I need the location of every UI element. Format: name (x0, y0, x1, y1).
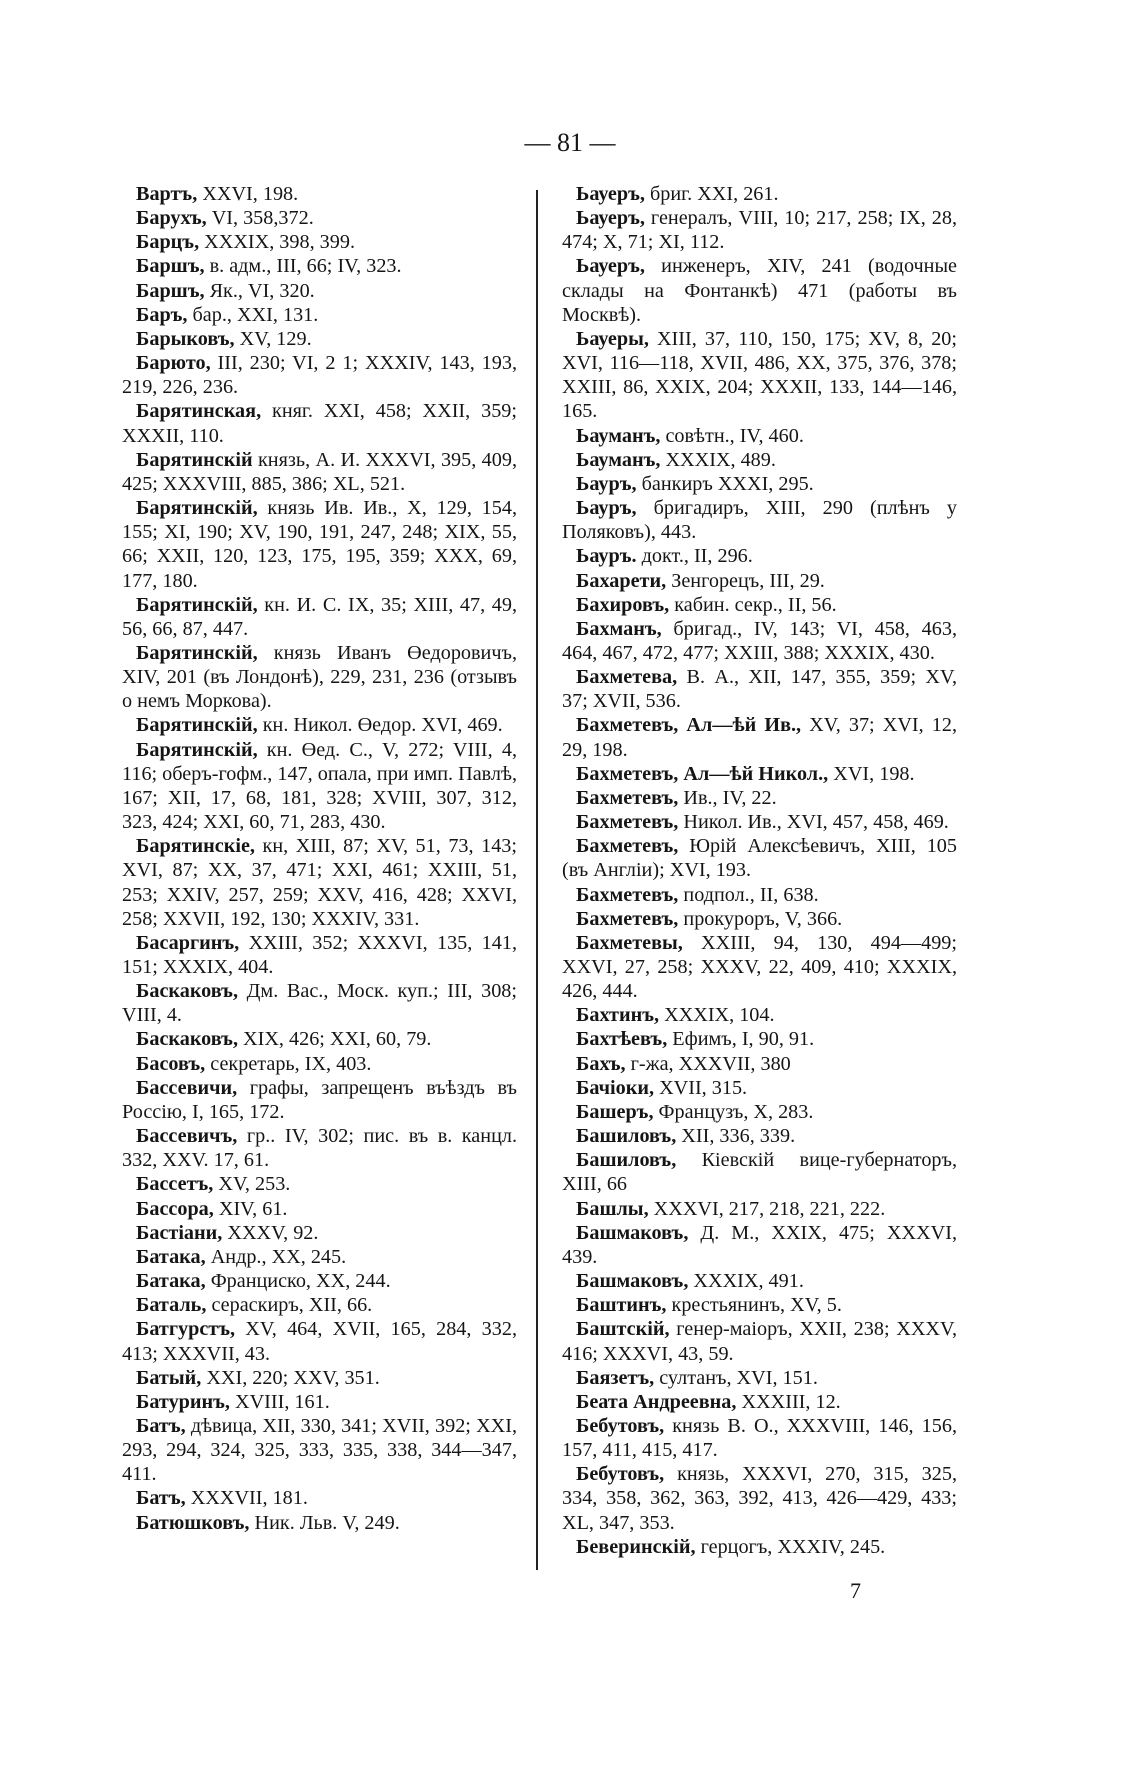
entry-references: XXXVI, 217, 218, 221, 222. (648, 1197, 886, 1220)
entry-headword: Ьауръ, (576, 497, 637, 520)
entry-references: султанъ, XVI, 151. (654, 1366, 818, 1389)
index-entry (562, 448, 957, 472)
entry-headword: Бахметевы, (576, 931, 683, 954)
entry-headword: Барятинскій, (136, 593, 258, 616)
index-entry (122, 351, 517, 399)
entry-references: XIII, 37, 110, 150, 175; XV, 8, 20; XVI, 116—118, XVII, 486, XX, 375, 376, 378; XXIII, 86, XXIX, 204; XXXII, 133, 144—146, 165. (562, 327, 957, 423)
index-entry (122, 593, 517, 641)
entry-headword: Баршъ, (136, 255, 205, 278)
entry-headword: Батъ, (136, 1414, 186, 1437)
entry-references: кабин. секр., II, 56. (669, 593, 837, 616)
entry-headword: Башеръ, (576, 1100, 654, 1123)
index-entry (562, 1390, 957, 1414)
entry-headword: Бахъ, (576, 1052, 626, 1075)
index-entry (562, 1076, 957, 1100)
entry-references: XXIII, 94, 130, 494—499; XXVI, 27, 258; XXXV, 22, 409, 410; XXXIX, 426, 444. (562, 931, 957, 1003)
entry-references: XVIII, 161. (229, 1390, 330, 1413)
index-entry (122, 834, 517, 931)
entry-references: XV, 37; XVI, 12, 29, 198. (562, 714, 957, 761)
entry-headword: Басовъ, (136, 1052, 206, 1075)
index-entry (122, 641, 517, 713)
entry-references: XXXV, 92. (222, 1221, 319, 1244)
entry-headword: Барцъ, (136, 231, 200, 254)
entry-references: III, 230; VI, 2 1; XXXIV, 143, 193, 219, 226, 236. (122, 352, 517, 399)
entry-references: кн. Өед. С., V, 272; VIII, 4, 116; оберъ-гофм., 147, опала, при имп. Павлѣ, 167; XII, 17, 68, 181, 328; XVIII, 307, 312, 323, 424; XXI, 60, 71, 283, 430. (122, 738, 518, 834)
entry-headword: Ьауманъ, (576, 424, 661, 447)
index-entry (122, 1172, 517, 1196)
entry-headword: Батъ, (136, 1487, 186, 1510)
index-entry (122, 254, 517, 278)
entry-references: кн, XIII, 87; XV, 51, 73, 143; XVI, 87; XX, 37, 471; XXI, 461; XXIII, 51, 253; XXIV, 257, 259; XXV, 416, 428; XXVI, 258; XXVII, 192, 130; XXXIV, 331. (122, 835, 517, 930)
entry-headword: Бассора, (136, 1197, 214, 1220)
entry-references: Ефимъ, I, 90, 91. (667, 1028, 815, 1051)
index-entry (122, 1221, 517, 1245)
right-column (562, 182, 957, 1559)
index-entry (562, 1221, 957, 1269)
entry-references: XXXIX, 489. (660, 448, 776, 471)
entry-headword: Бахтинъ, (576, 1004, 660, 1027)
entry-references: дѣвица, XII, 330, 341; XVII, 392; XXI, 293, 294, 324, 325, 333, 335, 338, 344—347, 411. (122, 1414, 517, 1486)
index-entry (122, 979, 517, 1027)
index-entry (562, 907, 957, 931)
entry-headword: Бебутовъ, (576, 1463, 665, 1486)
entry-headword: Беверинскій, (576, 1535, 696, 1558)
entry-headword: Барыковъ, (136, 327, 235, 350)
index-entry (562, 1535, 957, 1559)
index-entry (562, 1197, 957, 1221)
entry-headword: Барятинскій, (136, 738, 258, 761)
index-entry (122, 496, 517, 593)
entry-references: XIX, 426; XXI, 60, 79. (238, 1028, 432, 1051)
index-entry (562, 1414, 957, 1462)
entry-headword: Бассевичи, (136, 1076, 238, 1099)
index-entry (562, 569, 957, 593)
index-entry (122, 303, 517, 327)
entry-references: В. А., XII, 147, 355, 359; XV, 37; XVII, 536. (562, 666, 957, 713)
entry-references: XV, 464, XVII, 165, 284, 332, 413; XXXVII, 43. (122, 1318, 517, 1365)
index-entry (562, 883, 957, 907)
index-entry (122, 230, 517, 254)
entry-references: бриг. XXI, 261. (644, 183, 779, 205)
entry-references: Д. М., XXIX, 475; XXXVI, 439. (562, 1221, 957, 1268)
index-entry (122, 738, 517, 835)
index-entry (122, 182, 517, 206)
column-divider (536, 190, 538, 1570)
index-entry (562, 665, 957, 713)
index-entry (122, 1197, 517, 1221)
entry-headword: Бахтѣевъ, (576, 1028, 668, 1051)
entry-headword: Барухъ, (136, 207, 207, 230)
index-entry (122, 1245, 517, 1269)
entry-references: Зенгорецъ, III, 29. (666, 569, 825, 592)
entry-references: XV, 253. (213, 1173, 291, 1196)
index-entry (562, 1003, 957, 1027)
entry-references: XIV, 61. (213, 1197, 288, 1220)
index-entry (562, 496, 957, 544)
page-number: — 81 — (524, 128, 616, 157)
entry-headword: Баръ, (136, 303, 188, 326)
entry-headword: Беата Андреевна, (576, 1390, 737, 1413)
entry-references: Франциско, XX, 244. (205, 1270, 391, 1293)
index-entry (562, 206, 957, 254)
entry-headword: Баскаковъ, (136, 980, 238, 1003)
index-entry (562, 834, 957, 882)
entry-headword: Бахметевъ, (576, 907, 679, 930)
entry-references: бригадиръ, XIII, 290 (плѣнъ у Поляковъ), 443. (562, 497, 957, 544)
index-entry (562, 1027, 957, 1051)
entry-headword: Бахировъ, (576, 593, 670, 616)
entry-headword: Башмаковъ, (576, 1270, 689, 1293)
index-entry (122, 448, 517, 496)
index-entry (562, 1293, 957, 1317)
entry-headword: Басаргинъ, (136, 931, 240, 954)
entry-headword: Баштскій, (576, 1318, 670, 1341)
entry-headword: Ьауманъ, (576, 448, 661, 471)
entry-headword: Бахманъ, (576, 617, 662, 640)
index-entry (122, 1414, 517, 1486)
entry-references: князь В. О., XXXVIII, 146, 156, 157, 411, 415, 417. (562, 1414, 957, 1462)
entry-headword: Бахметевъ, (576, 811, 679, 834)
entry-references: князь, А. И. XXXVI, 395, 409, 425; XXXVIII, 885, 386; XL, 521. (122, 448, 517, 495)
index-entry (122, 1052, 517, 1076)
index-entry (562, 1269, 957, 1293)
entry-headword: Бахметевъ, (576, 786, 679, 809)
left-column (122, 182, 517, 1535)
index-entry (122, 1366, 517, 1390)
entry-headword: Ьауеры, (576, 327, 649, 350)
entry-references: князь Ив. Ив., X, 129, 154, 155; XI, 190; XV, 190, 191, 247, 248; XIX, 55, 66; XXII, 120, 123, 175, 195, 359; XXX, 69, 177, 180. (122, 497, 517, 592)
entry-references: XXI, 220; XXV, 351. (201, 1366, 380, 1389)
index-entry (122, 399, 517, 447)
index-entry (122, 1293, 517, 1317)
index-entry (562, 931, 957, 1003)
index-entry (562, 254, 957, 326)
entry-headword: Бачіоки, (576, 1076, 655, 1099)
entry-headword: Баштинъ, (576, 1294, 667, 1317)
entry-references: Французъ, X, 283. (653, 1100, 814, 1123)
entry-headword: Барятинскій, (136, 714, 258, 737)
index-entry (562, 1148, 957, 1196)
entry-headword: Батый, (136, 1366, 202, 1389)
entry-references: князь, XXXVI, 270, 315, 325, 334, 358, 362, 363, 392, 413, 426—429, 433; XL, 347, 353. (562, 1463, 957, 1534)
index-entry (122, 1076, 517, 1124)
entry-references: г-жа, XXXVII, 380 (625, 1052, 791, 1075)
entry-headword: Башмаковъ, (576, 1221, 689, 1244)
entry-headword: Бахметевъ, Ал—ѣй Никол., (576, 762, 829, 785)
entry-references: Ник. Льв. V, 249. (249, 1511, 400, 1534)
entry-references: графы, запрещенъ въѣздъ въ Россію, I, 165, 172. (122, 1076, 517, 1123)
entry-headword: Бебутовъ, (576, 1414, 665, 1437)
entry-references: секретарь, IX, 403. (205, 1052, 372, 1075)
entry-references: Як., VI, 320. (204, 279, 315, 302)
index-entry (562, 786, 957, 810)
entry-headword: Барюто, (136, 352, 211, 375)
index-entry (122, 1486, 517, 1510)
entry-references: кн. Никол. Өедор. XVI, 469. (257, 714, 503, 737)
entry-headword: Барятинская, (136, 400, 262, 423)
entry-headword: Бахметевъ, (576, 835, 679, 858)
entry-headword: Батгурстъ, (136, 1318, 236, 1341)
entry-references: XVI, 198. (828, 762, 915, 785)
index-entry (122, 931, 517, 979)
entry-references: XII, 336, 339. (676, 1125, 796, 1148)
entry-references: генералъ, VIII, 10; 217, 258; IX, 28, 474; X, 71; XI, 112. (562, 207, 957, 254)
index-entry (562, 472, 957, 496)
entry-references: герцогъ, XXXIV, 245. (695, 1535, 886, 1558)
index-entry (122, 1317, 517, 1365)
signature-mark: 7 (850, 1578, 861, 1603)
index-entry (122, 1269, 517, 1293)
entry-headword: Ьауръ. (576, 545, 637, 568)
entry-headword: Бахметевъ, (576, 883, 679, 906)
entry-references: в. адм., III, 66; IV, 323. (204, 255, 402, 278)
entry-references: инженеръ, XIV, 241 (водочные склады на Фонтанкѣ) 471 (работы въ Москвѣ). (562, 255, 957, 326)
entry-references: VI, 358,372. (206, 207, 314, 230)
entry-headword: Бассетъ, (136, 1173, 214, 1196)
entry-headword: Башлы, (576, 1197, 649, 1220)
entry-headword: Батуринъ, (136, 1390, 230, 1413)
index-entry (122, 1027, 517, 1051)
entry-headword: Ьауръ, (576, 472, 637, 495)
index-entry (562, 1052, 957, 1076)
index-entry (122, 1390, 517, 1414)
entry-references: Кіевскій вице-губернаторъ, XIII, 66 (562, 1149, 957, 1196)
entry-references: XXIII, 352; XXXVI, 135, 141, 151; XXXIX, 404. (122, 931, 517, 978)
index-entry (562, 762, 957, 786)
entry-headword: Батака, (136, 1270, 206, 1293)
entry-headword: Барятинскій (136, 448, 253, 471)
entry-headword: Барятинскіе, (136, 835, 255, 858)
index-entry (562, 1366, 957, 1390)
entry-references: Андр., XX, 245. (205, 1245, 347, 1268)
entry-headword: Баязетъ, (576, 1366, 655, 1389)
entry-references: бар., XXI, 131. (187, 303, 319, 326)
index-entry (562, 182, 957, 206)
index-entry (562, 1124, 957, 1148)
entry-references: бригад., IV, 143; VI, 458, 463, 464, 467, 472, 477; XXIII, 388; XXXIX, 430. (562, 617, 957, 664)
entry-headword: Вартъ, (136, 183, 198, 205)
index-entry (562, 593, 957, 617)
entry-headword: Баталь, (136, 1294, 207, 1317)
index-entry (122, 1124, 517, 1172)
entry-headword: Бахметева, (576, 666, 678, 689)
entry-headword: Барятинскій, (136, 497, 258, 520)
entry-references: XXXIX, 491. (688, 1270, 804, 1293)
entry-references: генер-маіоръ, XXII, 238; XXXV, 416; XXXVI, 43, 59. (562, 1318, 957, 1365)
entry-headword: Бассевичъ, (136, 1125, 238, 1148)
entry-headword: Ьауеръ, (576, 183, 645, 205)
index-entry (562, 810, 957, 834)
index-entry (562, 713, 957, 761)
entry-references: Никол. Ив., XVI, 457, 458, 469. (678, 811, 949, 834)
entry-references: сераскиръ, XII, 66. (206, 1294, 373, 1317)
entry-references: Ив., IV, 22. (678, 786, 777, 809)
entry-references: докт., II, 296. (636, 545, 753, 568)
index-entry (562, 1317, 957, 1365)
entry-headword: Бахарети, (576, 569, 667, 592)
entry-references: XXXIII, 12. (736, 1390, 841, 1413)
index-entry (122, 206, 517, 230)
index-entry (562, 1100, 957, 1124)
entry-references: крестьянинъ, XV, 5. (666, 1294, 842, 1317)
entry-references: банкиръ XXXI, 295. (636, 472, 814, 495)
entry-headword: Баскаковъ, (136, 1028, 238, 1051)
entry-references: кн. И. С. IX, 35; XIII, 47, 49, 56, 66, 87, 447. (122, 593, 517, 640)
entry-references: гр.. IV, 302; пис. въ в. канцл. 332, XXV. 17, 61. (122, 1125, 517, 1172)
entry-references: Юрій Алексѣевичъ, XIII, 105 (въ Англіи); XVI, 193. (562, 835, 957, 882)
entry-headword: Барятинскій, (136, 641, 258, 664)
index-entry (562, 424, 957, 448)
entry-references: князь Иванъ Өедоровичъ, XIV, 201 (въ Лондонѣ), 229, 231, 236 (отзывъ о немъ Моркова). (122, 641, 517, 713)
entry-references: XVII, 315. (654, 1076, 748, 1099)
entry-references: XXXIX, 104. (659, 1004, 775, 1027)
entry-headword: Баршъ, (136, 279, 205, 302)
index-entry (122, 327, 517, 351)
entry-headword: Башиловъ, (576, 1149, 677, 1172)
entry-headword: Ьауеръ, (576, 255, 645, 278)
entry-headword: Бастіани, (136, 1221, 223, 1244)
entry-references: Дм. Вас., Моск. куп.; III, 308; VIII, 4. (122, 980, 517, 1027)
entry-headword: Бахметевъ, Ал—ѣй Ив., (576, 714, 802, 737)
entry-references: XV, 129. (234, 327, 312, 350)
index-entry (562, 544, 957, 568)
entry-references: княг. XXI, 458; XXII, 359; XXXII, 110. (122, 400, 517, 447)
entry-references: прокуроръ, V, 366. (678, 907, 843, 930)
entry-references: XXXVII, 181. (185, 1487, 308, 1510)
entry-headword: Батака, (136, 1245, 206, 1268)
entry-headword: Башиловъ, (576, 1125, 677, 1148)
entry-references: подпол., II, 638. (678, 883, 819, 906)
index-entry (122, 279, 517, 303)
index-entry (122, 713, 517, 737)
index-entry (562, 327, 957, 424)
entry-headword: Батюшковъ, (136, 1511, 250, 1534)
index-entry (122, 1511, 517, 1535)
entry-references: совѣтн., IV, 460. (660, 424, 804, 447)
index-entry (562, 1462, 957, 1534)
entry-references: XXXIX, 398, 399. (199, 231, 356, 254)
index-entry (562, 617, 957, 665)
entry-headword: Ьауеръ, (576, 207, 645, 230)
entry-references: XXVI, 198. (197, 183, 299, 205)
